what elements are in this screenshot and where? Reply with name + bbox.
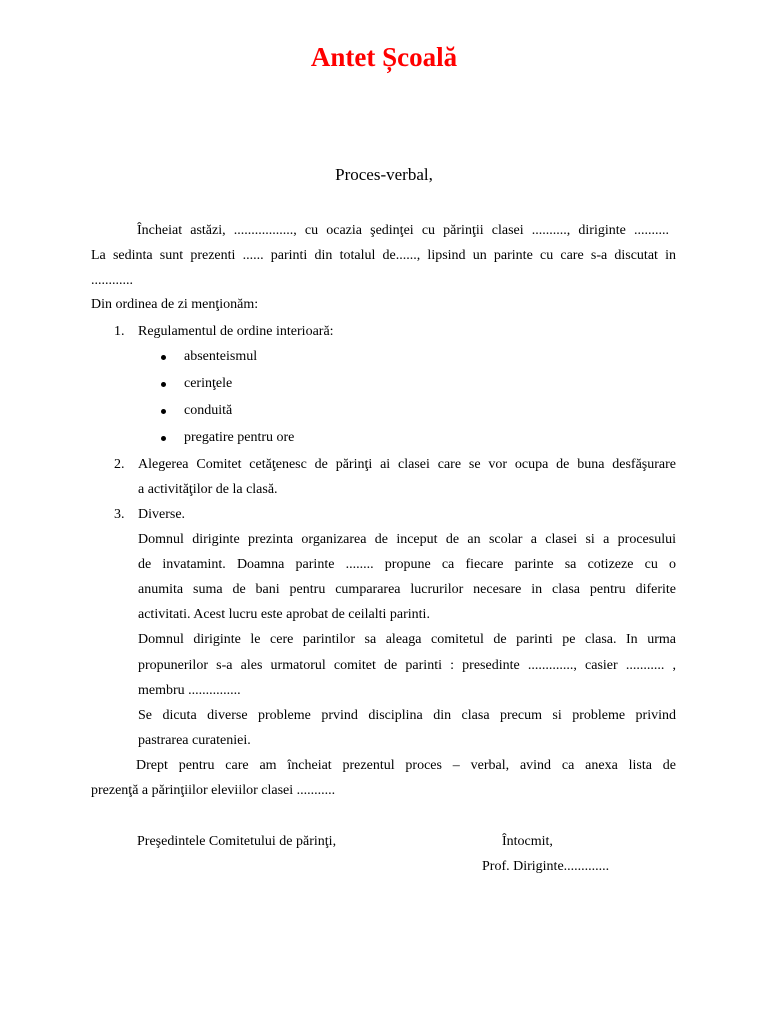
paragraph-1-line-1: Domnul diriginte prezinta organizarea de inceput de an scolar a clasei si a procesului <box>138 532 676 547</box>
bullet-icon <box>161 355 166 360</box>
item-3-number: 3. <box>114 507 125 522</box>
paragraph-2-line-2: propunerilor s-a ales urmatorul comitet de parinti : presedinte ............., casier ........... , <box>138 658 676 673</box>
bullet-item-3: conduită <box>184 403 233 418</box>
item-1-text: Regulamentul de ordine interioară: <box>138 324 334 339</box>
signature-right-name: Prof. Diriginte............. <box>482 859 610 874</box>
paragraph-1-line-2: de invatamint. Doamna parinte ........ propune ca fiecare parinte sa cotizeze cu o <box>138 557 676 572</box>
intro-line-1: Încheiat astăzi, ................., cu ocazia şedinţei cu părinţii clasei .........., diriginte .......... <box>137 223 669 238</box>
intro-line-3: ............ <box>91 273 133 288</box>
signature-right-title: Întocmit, <box>502 834 553 849</box>
paragraph-3-line-2: pastrarea curateniei. <box>138 733 251 748</box>
signature-left: Preşedintele Comitetului de părinţi, <box>137 834 337 849</box>
document-title: Proces-verbal, <box>335 165 433 184</box>
bullet-icon <box>161 382 166 387</box>
paragraph-3-line-1: Se dicuta diverse probleme prvind disciplina din clasa precum si probleme privind <box>138 708 676 723</box>
item-2-number: 2. <box>114 457 125 472</box>
item-2-line-2: a activităţilor de la clasă. <box>138 482 278 497</box>
item-3-text: Diverse. <box>138 507 186 522</box>
bullet-icon <box>161 409 166 414</box>
closing-line-1: Drept pentru care am încheiat prezentul proces – verbal, avind ca anexa lista de <box>136 758 676 773</box>
closing-line-2: prezenţă a părinţiilor eleviilor clasei ........... <box>91 783 336 798</box>
bullet-icon <box>161 436 166 441</box>
agenda-intro: Din ordinea de zi menţionăm: <box>91 297 259 312</box>
item-2-line-1: Alegerea Comitet cetăţenesc de părinţi ai clasei care se vor ocupa de buna desfăşurare <box>138 457 676 472</box>
paragraph-2-line-1: Domnul diriginte le cere parintilor sa aleaga comitetul de parinti pe clasa. In urma <box>138 632 676 647</box>
item-1-number: 1. <box>114 324 125 339</box>
bullet-item-1: absenteismul <box>184 349 258 364</box>
intro-line-2: La sedinta sunt prezenti ...... parinti din totalul de......, lipsind un parinte cu care s-a discutat in <box>91 248 676 263</box>
paragraph-1-line-3: anumita suma de bani pentru cumpararea lucrurilor necesare in clasa pentru diferite <box>138 582 676 597</box>
paragraph-2-line-3: membru ............... <box>138 683 241 698</box>
school-header: Antet Școală <box>310 42 458 72</box>
bullet-item-4: pregatire pentru ore <box>184 430 295 445</box>
paragraph-1-line-4: activitati. Acest lucru este aprobat de ceilalti parinti. <box>138 607 430 622</box>
bullet-item-2: cerinţele <box>184 376 233 391</box>
